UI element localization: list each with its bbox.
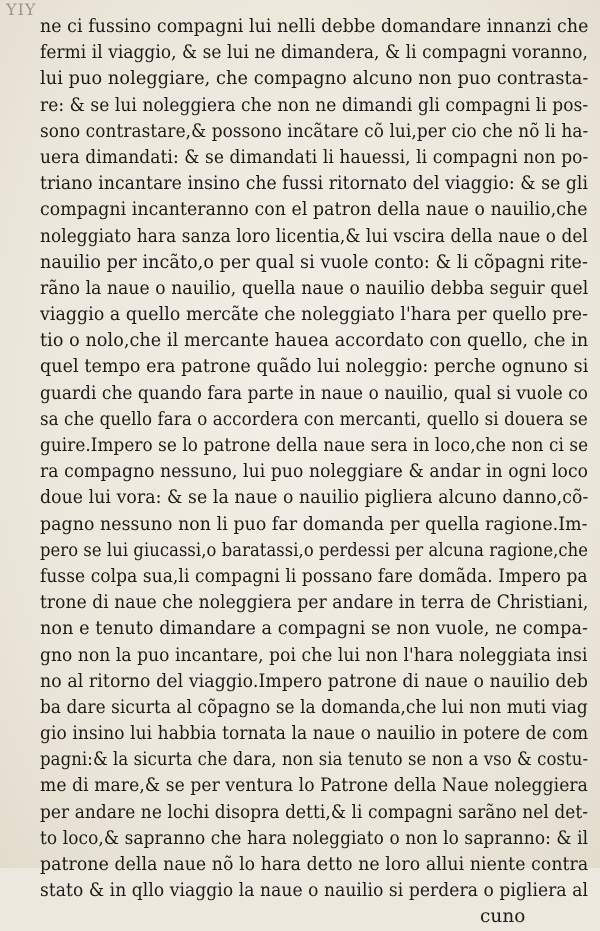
text-line: lui puo noleggiare, che compagno alcuno non puo contrasta-: [40, 68, 589, 90]
text-line: trone di naue che noleggiera per andare in terra de Christiani,: [40, 592, 589, 614]
text-line: quel tempo era patrone quãdo lui noleggio: perche ognuno si: [40, 356, 589, 378]
text-line: noleggiato hara sanza loro licentia,& lui vscira della naue o del: [40, 225, 588, 247]
edge-mark: YIY: [6, 0, 37, 19]
text-line: sono contrastare,& possono incãtare cõ lui,per cio che nõ li ha-: [40, 120, 589, 142]
text-line: gno non la puo incantare, poi che lui non l'hara noleggiata insi: [40, 644, 588, 666]
text-line: pagni:& la sicurta che dara, non sia tenuto se non a vso & costu-: [40, 749, 589, 771]
text-line: fusse colpa sua,li compagni li possano fare domãda. Impero pa: [40, 565, 588, 587]
text-line: compagni incanteranno con el patron della naue o nauilio,che: [40, 199, 588, 221]
text-line: sa che quello fara o accordera con mercanti, quello si douera se: [40, 408, 588, 430]
text-line: guire.Impero se lo patrone della naue sera in loco,che non ci se: [40, 435, 589, 456]
text-line: ne ci fussino compagni lui nelli debbe domandare innanzi che: [40, 16, 589, 37]
text-line: ba dare sicurta al cõpagno se la domanda,che lui non muti viag: [40, 696, 588, 718]
text-line: pero se lui giucassi,o baratassi,o perdessi per alcuna ragione,che: [40, 539, 588, 561]
text-line: pagno nessuno non li puo far domanda per quella ragione.Im-: [40, 513, 588, 535]
text-line: guardi che quando fara parte in naue o nauilio, qual si vuole co: [40, 382, 588, 404]
text-line: doue lui vora: & se la naue o nauilio pigliera alcuno danno,cõ-: [40, 487, 589, 509]
text-line: viaggio a quello mercãte che noleggiato l'hara per quello pre-: [40, 304, 589, 326]
text-line: ra compagno nessuno, lui puo noleggiare & andar in ogni loco: [40, 461, 589, 483]
text-line: triano incantare insino che fussi ritornato del viaggio: & se gli: [40, 173, 589, 195]
text-line: me di mare,& se per ventura lo Patrone della Naue noleggiera: [40, 775, 588, 797]
text-line: re: & se lui noleggiera che non ne dimandi gli compagni li pos-: [40, 94, 589, 116]
text-line: nauilio per incãto,o per qual si vuole conto: & li cõpagni rite-: [40, 251, 588, 273]
text-line: fermi il viaggio, & se lui ne dimandera, & li compagni voranno,: [40, 42, 588, 64]
text-block: [40, 14, 588, 931]
text-line: no al ritorno del viaggio.Impero patrone di naue o nauilio deb: [40, 670, 589, 692]
text-line: rãno la naue o nauilio, quella naue o nauilio debba seguir quel: [40, 277, 589, 299]
text-line: per andare ne lochi disopra detti,& li compagni sarãno nel det-: [40, 801, 589, 823]
text-line: uera dimandati: & se dimandati li hauessi, li compagni non po-: [40, 146, 589, 168]
text-line: gio insino lui habbia tornata la naue o nauilio in potere de com: [40, 723, 589, 745]
text-line: to loco,& sapranno che hara noleggiato o non lo sapranno: & il: [40, 827, 589, 849]
text-line: non e tenuto dimandare a compagni se non vuole, ne compa-: [40, 618, 589, 640]
text-line: stato & in qllo viaggio la naue o nauilio si perdera o pigliera al: [40, 880, 589, 902]
catchword: cuno: [480, 906, 526, 928]
text-line: patrone della naue nõ lo hara detto ne loro allui niente contra: [40, 854, 589, 875]
text-line: tio o nolo,che il mercante hauea accordato con quello, che in: [40, 330, 589, 352]
